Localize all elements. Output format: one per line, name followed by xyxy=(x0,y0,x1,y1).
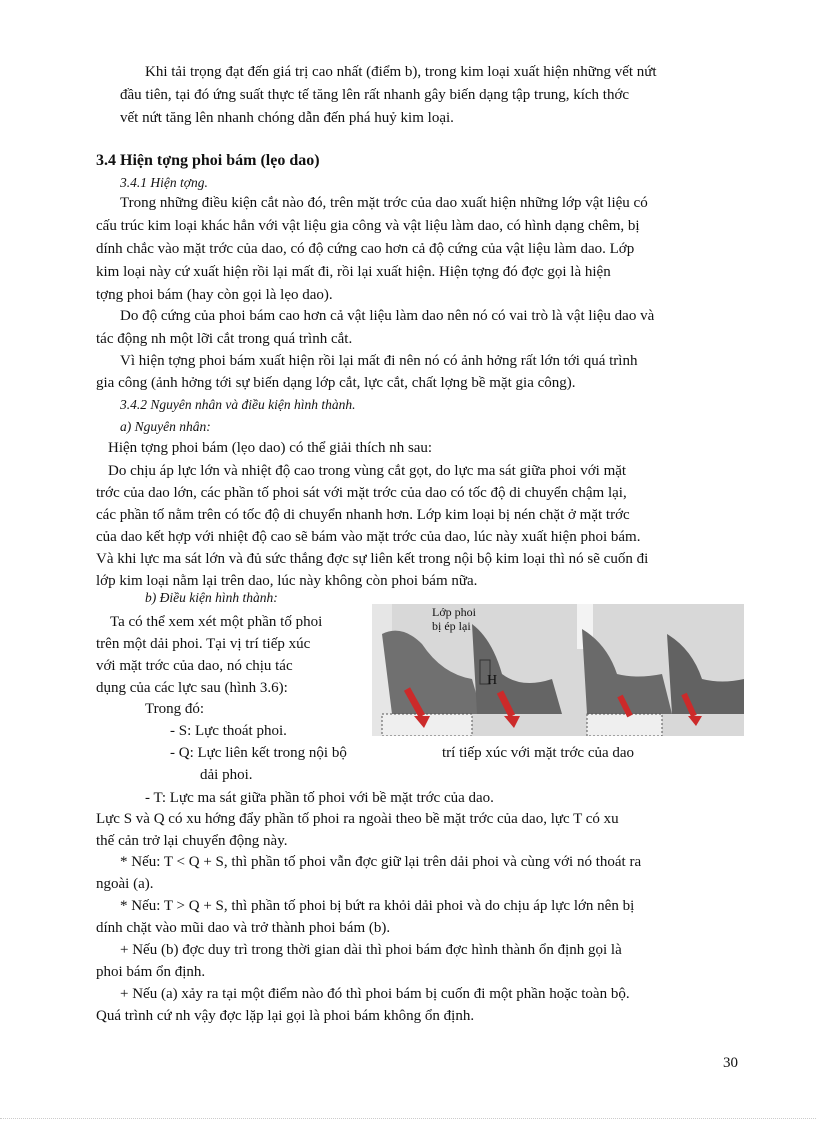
sub2a-line-3: trớc của dao lớn, các phần tố phoi sát với mặt trớc của dao có tốc độ di chuyển chậm lại, xyxy=(96,485,627,501)
subsection-b: b) Điều kiện hình thành: xyxy=(145,590,278,605)
subsection-3-4-2: 3.4.2 Nguyên nhân và điều kiện hình thành. xyxy=(120,397,356,412)
sub2a-line-5: của dao kết hợp với nhiệt độ cao sẽ bám vào mặt trớc của dao, lúc này xuất hiện phoi bám. xyxy=(96,529,641,545)
tail-line-3: * Nếu: T < Q + S, thì phần tố phoi vẫn đợc giữ lại trên dải phoi và cùng với nó thoát ra xyxy=(120,854,642,870)
sub1-line-8: Vì hiện tợng phoi bám xuất hiện rồi lại mất đi nên nó có ảnh hởng rất lớn tới quá trình xyxy=(120,353,638,369)
sub1-line-5: tợng phoi bám (hay còn gọi là lẹo dao). xyxy=(96,287,333,303)
page-number: 30 xyxy=(723,1055,738,1071)
tail-line-7: + Nếu (b) đợc duy trì trong thời gian dài thì phoi bám đợc hình thành ổn định gọi là xyxy=(120,942,622,958)
tail-line-1: Lực S và Q có xu hớng đẩy phần tố phoi ra ngoài theo bề mặt trớc của dao, lực T có xu xyxy=(96,811,619,827)
intro-line-3: vết nứt tăng lên nhanh chóng dẫn đến phá huỷ kim loại. xyxy=(120,110,454,126)
sub2a-line-7: lớp kim loại nằm lại trên dao, lúc này không còn phoi bám nữa. xyxy=(96,573,478,589)
figure-label-2: bị ép lại xyxy=(432,619,471,633)
sub1-line-7: tác động nh một lỡi cắt trong quá trình cắt. xyxy=(96,331,353,347)
tail-line-8: phoi bám ổn định. xyxy=(96,964,206,980)
subsection-a: a) Nguyên nhân: xyxy=(120,419,211,434)
tail-line-5: * Nếu: T > Q + S, thì phần tố phoi bị bứt ra khỏi dải phoi và do chịu áp lực lớn nên bị xyxy=(120,898,635,914)
force-t: - T: Lực ma sát giữa phần tố phoi với bề mặt trớc của dao. xyxy=(145,790,494,806)
sub2a-line-1: Hiện tợng phoi bám (lẹo dao) có thể giải thích nh sau: xyxy=(108,440,433,456)
tail-line-9: + Nếu (a) xảy ra tại một điểm nào đó thì phoi bám bị cuốn đi một phần hoặc toàn bộ. xyxy=(120,986,630,1002)
intro-line-1: Khi tải trọng đạt đến giá trị cao nhất (điểm b), trong kim loại xuất hiện những vết nứt xyxy=(145,64,657,80)
force-q-right: trí tiếp xúc với mặt trớc của dao xyxy=(442,745,635,761)
figure-label-h: H xyxy=(487,673,498,688)
sub1-line-2: cấu trúc kim loại khác hẳn với vật liệu gia công và vật liệu làm dao, có hình dạng chêm, bị xyxy=(96,218,640,234)
sub1-line-4: kim loại này cứ xuất hiện rồi lại mất đi, rồi lại xuất hiện. Hiện tợng đó đợc gọi là hiện xyxy=(96,264,611,280)
tail-line-4: ngoài (a). xyxy=(96,876,154,892)
sub2a-line-6: Và khi lực ma sát lớn và đủ sức thắng đợc sự liên kết trong nội bộ kim loại thì nó sẽ cuốn đi xyxy=(96,551,649,567)
sub2b-line-2: trên một dải phoi. Tại vị trí tiếp xúc xyxy=(96,636,311,652)
sub2b-line-1: Ta có thể xem xét một phần tố phoi xyxy=(110,614,323,630)
force-q: - Q: Lực liên kết trong nội bộ xyxy=(170,745,347,761)
tail-line-10: Quá trình cứ nh vậy đợc lặp lại gọi là phoi bám không ổn định. xyxy=(96,1008,475,1024)
page-bottom-border xyxy=(0,1118,816,1119)
sub1-line-1: Trong những điều kiện cắt nào đó, trên mặt trớc của dao xuất hiện những lớp vật liệu có xyxy=(120,195,648,211)
trong-do: Trong đó: xyxy=(145,701,205,717)
tail-line-6: dính chặt vào mũi dao và trở thành phoi bám (b). xyxy=(96,920,391,936)
figure-label-1: Lớp phoi xyxy=(432,605,477,619)
sub2a-line-4: các phần tố nằm trên có tốc độ di chuyển nhanh hơn. Lớp kim loại bị nén chặt ở mặt trớc xyxy=(96,507,630,523)
sub2b-line-4: dụng của các lực sau (hình 3.6): xyxy=(96,680,288,696)
sub1-line-9: gia công (ảnh hởng tới sự biến dạng lớp cắt, lực cắt, chất lợng bề mặt gia công). xyxy=(96,375,576,391)
subsection-3-4-1: 3.4.1 Hiện tợng. xyxy=(120,175,208,190)
sub2a-line-2: Do chịu áp lực lớn và nhiệt độ cao trong vùng cắt gọt, do lực ma sát giữa phoi với mặt xyxy=(108,463,627,479)
section-title: 3.4 Hiện tợng phoi bám (lẹo dao) xyxy=(96,152,320,169)
built-up-edge-figure xyxy=(372,604,744,736)
intro-line-2: đầu tiên, tại đó ứng suất thực tế tăng lên rất nhanh gây biến dạng tập trung, kích thớc xyxy=(120,87,630,103)
tail-line-2: thế cản trở lại chuyển động này. xyxy=(96,833,288,849)
force-q-cont: dải phoi. xyxy=(200,767,253,783)
force-s: - S: Lực thoát phoi. xyxy=(170,723,287,739)
sub1-line-6: Do độ cứng của phoi bám cao hơn cả vật liệu làm dao nên nó có vai trò là vật liệu dao và xyxy=(120,308,655,324)
sub2b-line-3: với mặt trớc của dao, nó chịu tác xyxy=(96,658,293,674)
sub1-line-3: dính chắc vào mặt trớc của dao, có độ cứng cao hơn cả độ cứng của vật liệu làm dao. Lớp xyxy=(96,241,635,257)
